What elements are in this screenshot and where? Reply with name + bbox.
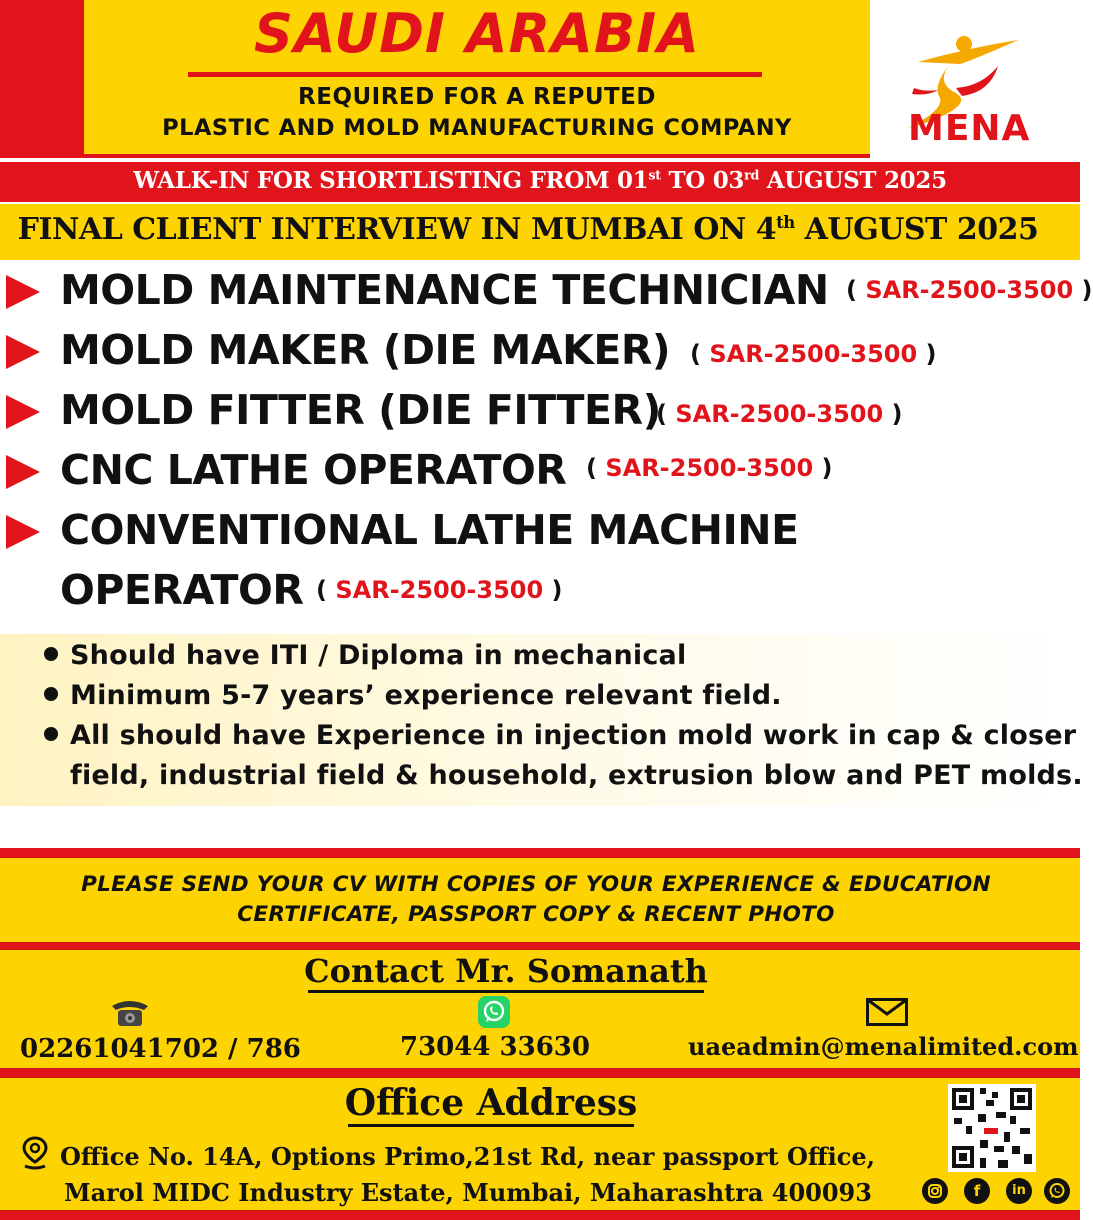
facebook-icon[interactable]: f (964, 1178, 990, 1204)
job-title: MOLD FITTER (DIE FITTER) (60, 386, 661, 434)
red-arrow-icon (6, 275, 40, 309)
red-arrow-icon (6, 395, 40, 429)
interview-text: FINAL CLIENT INTERVIEW IN MUMBAI ON 4th AUGUST 2025 (17, 212, 1039, 247)
instagram-icon[interactable] (922, 1178, 948, 1204)
cv-band-top-rule (0, 848, 1080, 858)
address-line-2: Marol MIDC Industry Estate, Mumbai, Maharashtra 400093 (64, 1178, 872, 1207)
address-band-bottom-rule (0, 1210, 1080, 1220)
job-title-line-2: OPERATOR (60, 566, 304, 614)
job-salary: ( SAR-2500-3500 ) (846, 276, 1093, 304)
whatsapp-social-icon[interactable] (1044, 1178, 1070, 1204)
logo-text: MENA (908, 108, 1031, 149)
contact-title-underline (308, 990, 704, 993)
red-arrow-icon (6, 455, 40, 489)
requirement-continuation: field, industrial field & household, extrusion blow and PET molds. (70, 760, 1083, 791)
bullet-icon (44, 727, 58, 741)
cv-band-bottom-rule (0, 942, 1080, 950)
requirement-item: All should have Experience in injection mold work in cap & closer (44, 720, 1076, 751)
country-title: SAUDI ARABIA (253, 2, 701, 65)
job-salary: ( SAR-2500-3500 ) (656, 400, 903, 428)
cv-band (0, 858, 1080, 942)
location-pin-icon (22, 1136, 48, 1170)
office-address-underline (348, 1124, 634, 1127)
bullet-icon (44, 687, 58, 701)
telephone-icon (108, 996, 152, 1028)
header-red-rule (84, 154, 870, 158)
job-salary: ( SAR-2500-3500 ) (586, 454, 833, 482)
email-address[interactable]: uaeadmin@menalimited.com (688, 1032, 1079, 1061)
walkin-text: WALK-IN FOR SHORTLISTING FROM 01st TO 03rd AUGUST 2025 (133, 167, 947, 194)
job-title: CONVENTIONAL LATHE MACHINE (60, 506, 799, 554)
whatsapp-number[interactable]: 73044 33630 (400, 1032, 590, 1062)
contact-title: Contact Mr. Somanath (304, 952, 708, 990)
address-line-1: Office No. 14A, Options Primo,21st Rd, near passport Office, (60, 1142, 875, 1171)
requirement-item: Minimum 5-7 years’ experience relevant field. (44, 680, 782, 711)
job-title: CNC LATHE OPERATOR (60, 446, 567, 494)
red-arrow-icon (6, 515, 40, 549)
address-band-top-rule (0, 1068, 1080, 1078)
phone-number[interactable]: 02261041702 / 786 (20, 1034, 301, 1064)
subtitle-line-2: PLASTIC AND MOLD MANUFACTURING COMPANY (162, 115, 792, 141)
cv-note-line-2: CERTIFICATE, PASSPORT COPY & RECENT PHOTO (237, 902, 835, 927)
cv-note-line-1: PLEASE SEND YOUR CV WITH COPIES OF YOUR EXPERIENCE & EDUCATION (81, 872, 991, 897)
red-arrow-icon (6, 335, 40, 369)
country-title-underline (188, 72, 762, 77)
email-icon (866, 998, 908, 1026)
job-title: MOLD MAINTENANCE TECHNICIAN (60, 266, 829, 314)
qr-code-icon[interactable] (948, 1084, 1036, 1172)
linkedin-icon[interactable]: in (1006, 1178, 1032, 1204)
header-red-block (0, 0, 84, 158)
bullet-icon (44, 647, 58, 661)
job-salary: ( SAR-2500-3500 ) (316, 576, 563, 604)
subtitle-line-1: REQUIRED FOR A REPUTED (298, 84, 656, 110)
whatsapp-icon (478, 996, 510, 1028)
job-title: MOLD MAKER (DIE MAKER) (60, 326, 671, 374)
office-address-title: Office Address (344, 1082, 638, 1124)
job-salary: ( SAR-2500-3500 ) (690, 340, 937, 368)
requirement-item: Should have ITI / Diploma in mechanical (44, 640, 686, 671)
